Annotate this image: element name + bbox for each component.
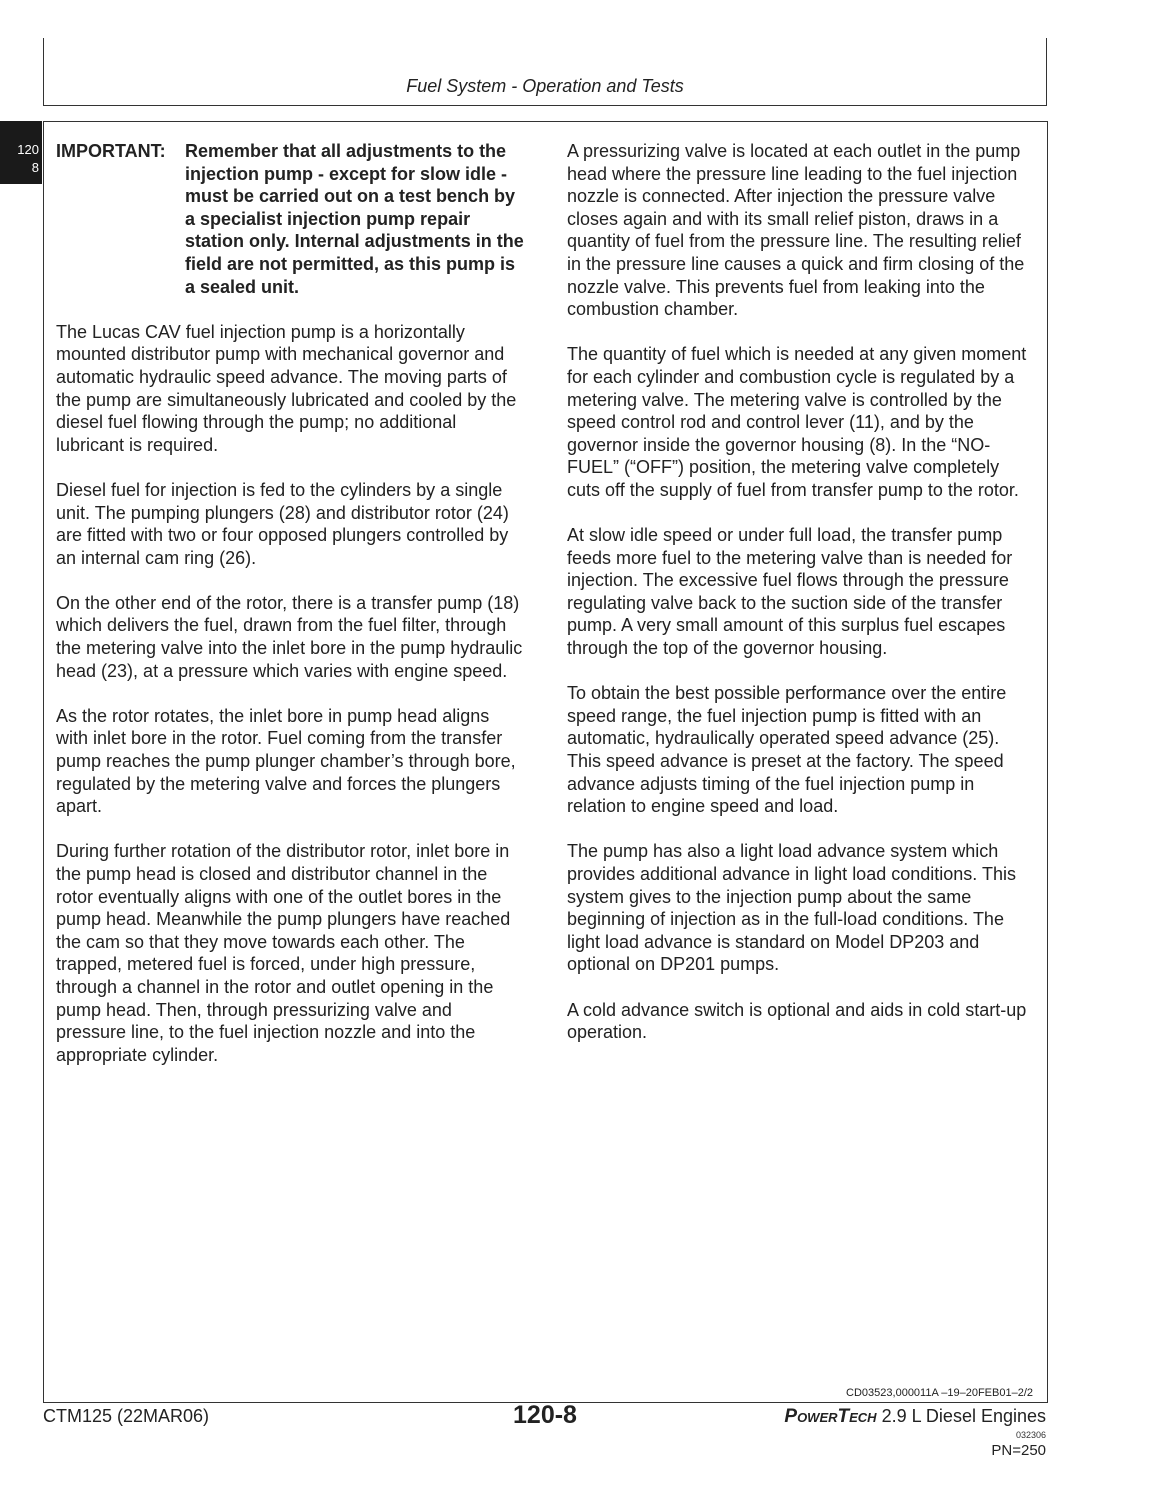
- paragraph: As the rotor rotates, the inlet bore in pump head aligns with inlet bore in the rotor. Fuel coming from the transfer pump reaches the pump plunger chamber’s through bore, regulated by the metering valve and forces the plungers apart.: [56, 705, 516, 817]
- section-tab-number: 120: [17, 142, 39, 157]
- brand-name: PowerTech: [784, 1406, 877, 1427]
- footer-code: 032306: [1015, 1430, 1046, 1440]
- paragraph: The quantity of fuel which is needed at any given moment for each cylinder and combustion cycle is regulated by a metering valve. The metering valve is controlled by the speed control rod and control lever (11), and by the governor inside the governor housing (8). In the “NO-FUEL” (“OFF”) position, the metering valve completely cuts off the supply of fuel from transfer pump to the rotor.: [567, 344, 1027, 500]
- paragraph: To obtain the best possible performance over the entire speed range, the fuel injection pump is fitted with an automatic, hydraulically operated speed advance (25). This speed advance is preset at the factory. The speed advance adjusts timing of the fuel injection pump in relation to engine speed and load.: [567, 683, 1007, 817]
- reference-code: CD03523,000011A –19–20FEB01–2/2: [846, 1387, 1033, 1399]
- left-column: [56, 140, 526, 1089]
- product-title: [784, 1406, 1046, 1428]
- paragraph: Diesel fuel for injection is fed to the cylinders by a single unit. The pumping plungers (28) and distributor rotor (24) are fitted with two or four opposed plungers controlled by an internal cam ring (26).: [56, 479, 509, 568]
- paragraph: On the other end of the rotor, there is a transfer pump (18) which delivers the fuel, drawn from the fuel filter, through the metering valve into the inlet bore in the pump hydraulic head (23), at a pressure which varies with engine speed.: [56, 592, 523, 681]
- paragraph: At slow idle speed or under full load, the transfer pump feeds more fuel to the metering valve than is needed for injection. The excessive fuel flows through the pressure regulating valve back to the suction side of the transfer pump. A very small amount of this surplus fuel escapes through the top of the governor housing.: [567, 525, 1013, 659]
- important-text: Remember that all adjustments to the injection pump - except for slow idle - must be carried out on a test bench by a specialist injection pump repair station only. Internal adjustments in the field are not permitted, as this pump is a sealed unit.: [185, 141, 524, 297]
- section-tab: [0, 121, 42, 184]
- paragraph: During further rotation of the distributor rotor, inlet bore in the pump head is closed and distributor channel in the rotor eventually aligns with one of the outlet bores in the pump head. Meanwhile the pump plungers have reached the cam so that they move towards each other. The trapped, metered fuel is forced, under high pressure, through a channel in the rotor and outlet opening in the pump head. Then, through pressurizing valve and pressure line, to the fuel injection nozzle and into the appropriate cylinder.: [56, 841, 511, 1065]
- paragraph: The Lucas CAV fuel injection pump is a horizontally mounted distributor pump with mechanical governor and automatic hydraulic speed advance. The moving parts of the pump are simultaneously lubricated and cooled by the diesel fuel flowing through the pump; no additional lubricant is required.: [56, 321, 517, 455]
- paragraph: The pump has also a light load advance system which provides additional advance in light load conditions. This system gives to the injection pump about the same beginning of injection as in the full-load conditions. The light load advance is standard on Model DP203 and optional on DP201 pumps.: [567, 841, 1016, 975]
- section-tab-page: 8: [31, 160, 39, 175]
- paragraph: A cold advance switch is optional and aids in cold start-up operation.: [567, 999, 1027, 1043]
- page-header-title: Fuel System - Operation and Tests: [406, 76, 684, 96]
- paragraph: A pressurizing valve is located at each outlet in the pump head where the pressure line leading to the fuel injection nozzle is connected. After injection the pressure valve closes again and with its small relief piston, draws in a quantity of fuel from the pressure line. The resulting relief in the pressure line causes a quick and firm closing of the nozzle valve. This prevents fuel from leaking into the combustion chamber.: [567, 141, 1025, 320]
- page-number: 120-8: [513, 1401, 577, 1429]
- page-pn: PN=250: [991, 1442, 1046, 1459]
- product-name: 2.9 L Diesel Engines: [876, 1406, 1046, 1426]
- important-notice: [56, 140, 526, 298]
- manual-id: CTM125 (22MAR06): [43, 1406, 210, 1426]
- important-label: IMPORTANT:: [56, 141, 166, 161]
- header-rule: [43, 105, 1047, 106]
- right-column: [567, 140, 1037, 1066]
